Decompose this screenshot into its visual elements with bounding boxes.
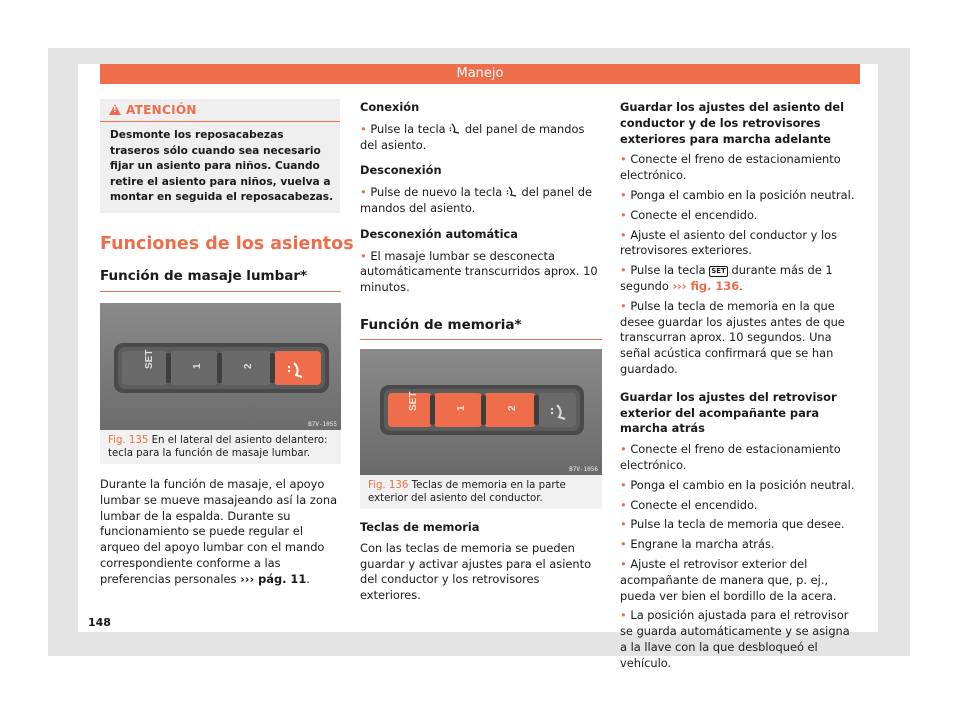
- figure-136-caption-text: Teclas de memoria en la parte exterior del asiento del conductor.: [368, 480, 566, 504]
- step-text: Ponga el cambio en la posición neutral.: [630, 187, 855, 202]
- figure-135-code: B7V-1055: [308, 421, 337, 428]
- figure-135-caption: [100, 430, 341, 464]
- lumbar-key-icon: [506, 186, 518, 197]
- warning-divider: [100, 121, 340, 122]
- conexion-title: Conexión: [360, 100, 420, 114]
- auto-off-title: Desconexión automática: [360, 226, 518, 241]
- figure-136-number: Fig. 136: [368, 480, 409, 491]
- figure-136-caption: [360, 475, 602, 509]
- conexion-item: • Pulse la tecla del panel de mandos del asiento.: [360, 121, 585, 152]
- desconexion-text-a: Pulse de nuevo la tecla: [370, 185, 503, 200]
- lumbar-paragraph: [100, 477, 344, 588]
- figure-135-number: Fig. 135: [108, 435, 149, 446]
- save-forward-title: Guardar los ajustes del asiento del conductor y de los retrovisores exteriores para marcha adelante: [620, 100, 845, 146]
- step-text: Pulse la tecla de memoria que desee.: [630, 517, 845, 532]
- desconexion-item: • Pulse de nuevo la tecla del panel de mandos del asiento.: [360, 185, 592, 215]
- warning-triangle-icon: [109, 104, 121, 115]
- step-text: Conecte el freno de estacionamiento electrónico.: [620, 152, 841, 183]
- list-item: • Conecte el encendido.: [620, 497, 758, 512]
- warning-text: Desmonte los reposacabezas traseros sólo cuando sea necesario fijar un asiento para niños. Cuando retire el asiento para niños, vuelva a montar en seguida el reposacabezas.: [110, 129, 334, 204]
- list-item: • Conecte el freno de estacionamiento electrónico.: [620, 442, 841, 472]
- step-text: Ponga el cambio en la posición neutral.: [630, 477, 855, 492]
- step-text: durante más de 1 segundo: [620, 263, 833, 293]
- step-text: Conecte el encendido.: [630, 207, 758, 222]
- lumbar-key-icon: [449, 123, 461, 134]
- memory-keys-section: [360, 520, 602, 604]
- auto-off-text: El masaje lumbar se desconecta automáticamente transcurridos aprox. 10 minutos.: [360, 248, 598, 295]
- step-text: Ajuste el asiento del conductor y los retrovisores exteriores.: [620, 227, 838, 258]
- step-text: Pulse la tecla: [630, 263, 706, 278]
- heading-rule: [100, 291, 341, 292]
- set-key-icon: SET: [711, 267, 726, 276]
- fig-136-link[interactable]: ››› fig. 136: [672, 278, 740, 293]
- fig135-key2-label: 2: [243, 363, 254, 369]
- list-item: • Pulse la tecla SET durante más de 1 segundo ››› fig. 136.: [620, 263, 833, 293]
- list-item: • Pulse la tecla de memoria que desee.: [620, 517, 845, 532]
- fig135-set-label: SET: [144, 349, 155, 369]
- page-11-link[interactable]: ››› pág. 11: [240, 571, 307, 586]
- list-item: • Engrane la marcha atrás.: [620, 537, 775, 552]
- paragraph-end: .: [306, 571, 310, 586]
- warning-title: ATENCIÓN: [126, 103, 197, 117]
- fig136-key1-label: 1: [456, 405, 467, 411]
- lumbar-paragraph-text: Durante la función de masaje, el apoyo lumbar se mueve masajeando así la zona lumbar de la espalda. Durante su funcionamiento se puede regular el arqueo del apoyo lumbar con el mando correspondiente conforme a las preferencias personales: [100, 477, 338, 586]
- step-text: Ajuste el retrovisor exterior del acompañante de manera que, p. ej., pueda ver bien el bordillo de la acera.: [620, 556, 837, 603]
- step-text: Pulse la tecla de memoria en la que desee guardar los ajustes antes de que transcurran aprox. 10 segundos. Una señal acústica confirmará que se han guardado.: [620, 298, 845, 376]
- list-item: • Pulse la tecla de memoria en la que desee guardar los ajustes antes de que transcurran aprox. 10 segundos. Una señal acústica confirmará que se han guardado.: [620, 298, 845, 376]
- list-item: • Ponga el cambio en la posición neutral.: [620, 187, 855, 202]
- warning-box: [100, 99, 340, 213]
- list-item: • Ajuste el retrovisor exterior del acompañante de manera que, p. ej., pueda ver bien el bordillo de la acera.: [620, 556, 837, 603]
- subheading-lumbar: Función de masaje lumbar*: [100, 268, 308, 284]
- conexion-text-a: Pulse la tecla: [370, 121, 446, 136]
- fig136-key2-label: 2: [507, 405, 518, 411]
- page-number: 148: [88, 616, 111, 629]
- step-text: Conecte el encendido.: [630, 497, 758, 512]
- memory-keys-title: Teclas de memoria: [360, 520, 480, 534]
- list-item: • La posición ajustada para el retrovisor se guarda automáticamente y se asigna a la llave con la que desbloqueó el vehículo.: [620, 608, 850, 670]
- memory-keys-text: Con las teclas de memoria se pueden guardar y activar ajustes para el asiento del conductor y los retrovisores exteriores.: [360, 540, 592, 603]
- section-header: Manejo: [100, 64, 860, 84]
- section-heading: Funciones de los asientos: [100, 234, 354, 254]
- list-item: • Conecte el freno de estacionamiento electrónico.: [620, 152, 841, 183]
- conexion-text-b: del panel de mandos del asiento.: [360, 121, 585, 152]
- list-item: • Ponga el cambio en la posición neutral.: [620, 477, 855, 492]
- memory-heading-rule: [360, 339, 602, 340]
- figure-136-image: [360, 349, 602, 475]
- step-text: Engrane la marcha atrás.: [630, 537, 775, 552]
- fig136-set-label: SET: [408, 391, 419, 411]
- figure-136-code: B7V-1056: [569, 466, 598, 473]
- step-end: .: [739, 278, 743, 293]
- desconexion-text-b: del panel de mandos del asiento.: [360, 185, 592, 215]
- step-text: Conecte el freno de estacionamiento electrónico.: [620, 442, 841, 472]
- figure-135-caption-text: En el lateral del asiento delantero: tecla para la función de masaje lumbar.: [108, 435, 328, 459]
- column-2-text: [360, 100, 602, 296]
- subheading-memory: Función de memoria*: [360, 317, 522, 333]
- save-reverse-title: Guardar los ajustes del retrovisor exterior del acompañante para marcha atrás: [620, 389, 837, 436]
- column-3-text: [620, 100, 860, 672]
- desconexion-title: Desconexión: [360, 163, 442, 178]
- warning-header: [100, 99, 340, 121]
- list-item: • Conecte el encendido.: [620, 207, 758, 222]
- figure-135-image: [100, 303, 341, 430]
- list-item: • Ajuste el asiento del conductor y los retrovisores exteriores.: [620, 227, 838, 258]
- auto-off-item: • El masaje lumbar se desconecta automáticamente transcurridos aprox. 10 minutos.: [360, 248, 598, 295]
- step-text: La posición ajustada para el retrovisor se guarda automáticamente y se asigna a la llave con la que desbloqueó el vehículo.: [620, 608, 850, 670]
- fig135-key1-label: 1: [192, 363, 203, 369]
